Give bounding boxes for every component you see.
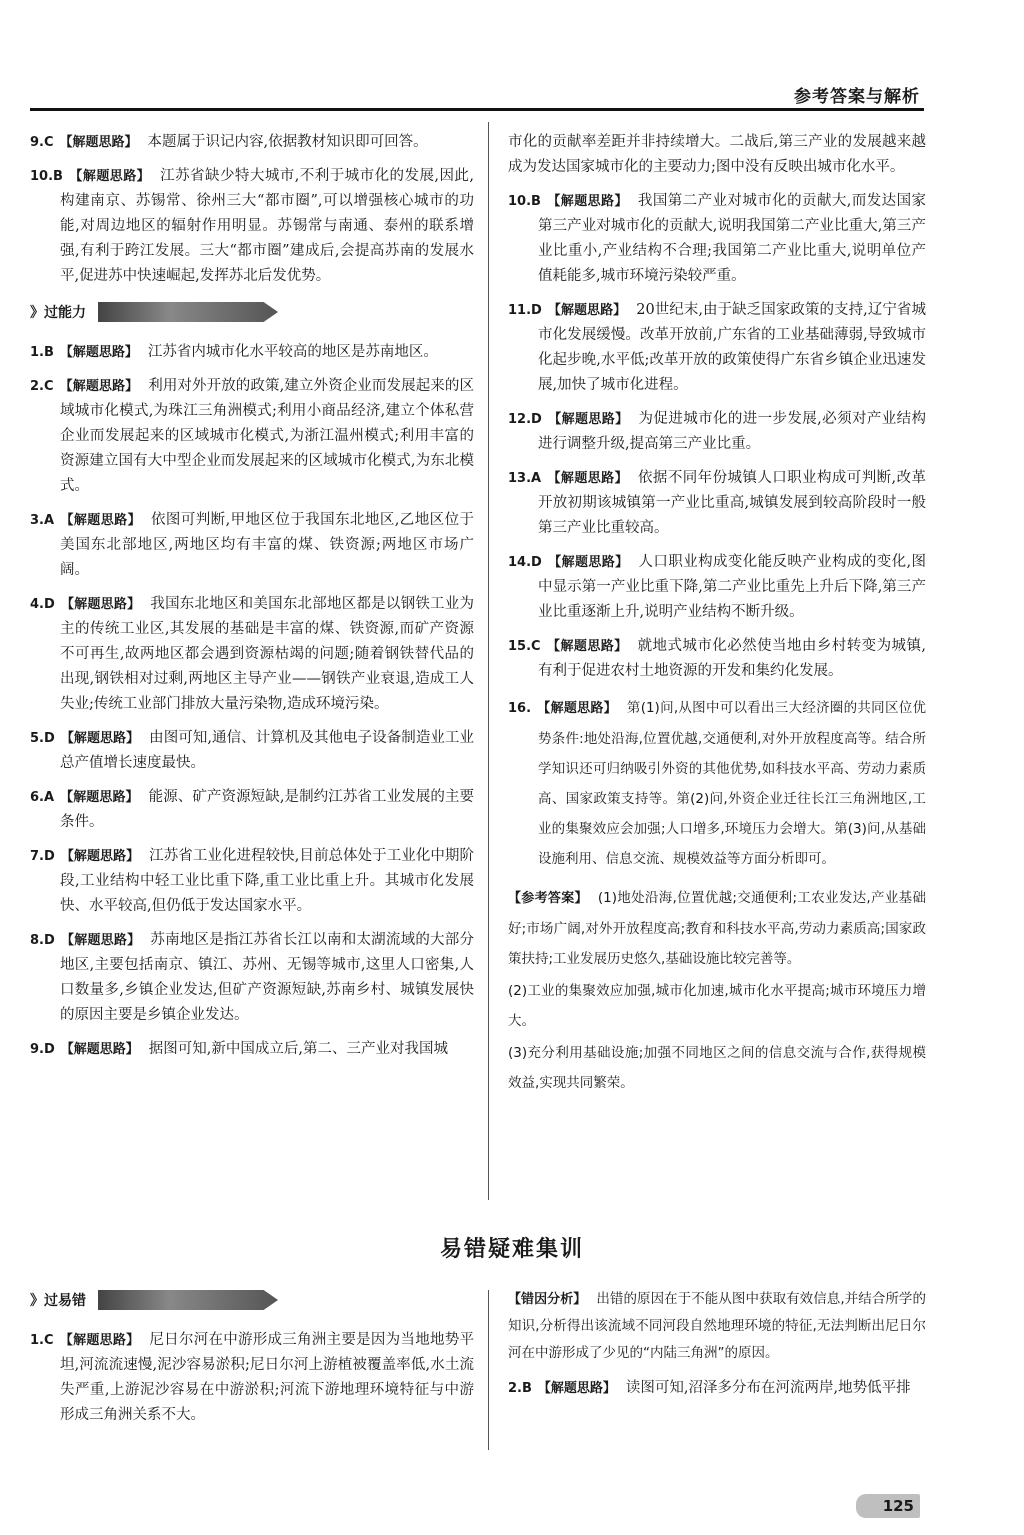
answer-item: 3.A 【解题思路】 依图可判断,甲地区位于我国东北地区,乙地区位于美国东北部地区,两地区均有丰富的煤、铁资源;两地区市场广阔。 [30, 512, 474, 578]
question-16: 16. 【解题思路】 第(1)问,从图中可以看出三大经济圈的共同区位优势条件:地处沿海,位置优越,交通便利,对外开放程度高等。结合所学知识还可归纳吸引外资的其他优势,如科技水平高、劳动力素质高、国家政策支持等。第(2)问,外资企业迁往长江三角洲地区,工业的集聚效应会加强;人口增多,环境压力会增大。第(3)问,从基础设施利用、信息交流、规模效益等方面分析即可。 [508, 700, 926, 867]
answer-item: 6.A 【解题思路】 能源、矿产资源短缺,是制约江苏省工业发展的主要条件。 [30, 789, 474, 830]
answer-item: 5.D 【解题思路】 由图可知,通信、计算机及其他电子设备制造业工业总产值增长速度最快。 [30, 730, 474, 771]
page-header [30, 82, 924, 111]
left-column [30, 130, 474, 1071]
item-tag: 【解题思路】 [68, 169, 151, 184]
right-column [508, 130, 926, 1107]
header-title: 参考答案与解析 [794, 87, 920, 107]
column-divider [488, 122, 489, 1200]
answer-item: 7.D 【解题思路】 江苏省工业化进程较快,目前总体处于工业化中期阶段,工业结构中轻工业比重下降,重工业比重上升。其城市化发展快、水平较高,但仍低于发达国家水平。 [30, 848, 474, 914]
banner-label: 》过能力 [30, 305, 86, 321]
answer-item: 4.D 【解题思路】 我国东北地区和美国东北部地区都是以钢铁工业为主的传统工业区,其发展的基础是丰富的煤、铁资源,而矿产资源不可再生,故两地区都会遇到资源枯竭的问题;随着钢铁替代品的出现,钢铁相对过剩,两地区主导产业——钢铁产业衰退,造成工人失业;传统工业部门排放大量污染物,造成环境污染。 [30, 596, 474, 712]
section-banner-ability [30, 298, 474, 326]
reference-answer-3: (3)充分利用基础设施;加强不同地区之间的信息交流与合作,获得规模效益,实现共同繁荣。 [508, 1045, 926, 1091]
answer-item: 12.D 【解题思路】 为促进城市化的进一步发展,必须对产业结构进行调整升级,提高第三产业比重。 [508, 411, 926, 452]
answer-item: 8.D 【解题思路】 苏南地区是指江苏省长江以南和太湖流域的大部分地区,主要包括南京、镇江、苏州、无锡等城市,这里人口密集,人口数量多,乡镇企业发达,但矿产资源短缺,苏南乡村、城镇发展快的原因主要是乡镇企业发达。 [30, 932, 474, 1023]
answer-item: 11.D 【解题思路】 20世纪末,由于缺乏国家政策的支持,辽宁省城市化发展缓慢。改革开放前,广东省的工业基础薄弱,导致城市化起步晚,水平低;改革开放的政策使得广东省乡镇企业迅速发展,加快了城市化进程。 [508, 302, 926, 393]
answer-item [30, 164, 474, 289]
answer-item: 13.A 【解题思路】 依据不同年份城镇人口职业构成可判断,改革开放初期该城镇第一产业比重高,城镇发展到较高阶段时一般第三产业比重较高。 [508, 470, 926, 536]
answer-item: 2.C 【解题思路】 利用对外开放的政策,建立外资企业而发展起来的区域城市化模式,为珠江三角洲模式;利用小商品经济,建立个体私营企业而发展起来的区域城市化模式,为浙江温州模式;利用丰富的资源建立国有大中型企业而发展起来的区域城市化模式,为东北模式。 [30, 378, 474, 494]
answer-item: 1.B 【解题思路】 江苏省内城市化水平较高的地区是苏南地区。 [30, 344, 438, 360]
item-text: 江苏省缺少特大城市,不利于城市化的发展,因此,构建南京、苏锡常、徐州三大“都市圈”,可以增强核心城市的功能,对周边地区的辐射作用明显。苏锡常与南通、泰州的联系增强,有利于跨江发展。三大“都市圈”建成后,会提高苏南的发展水平,促进苏中快速崛起,发挥苏北后发优势。 [60, 168, 474, 284]
banner-arrow [98, 302, 278, 322]
item-tag: 【解题思路】 [59, 135, 138, 150]
section-banner-errors [30, 1286, 474, 1314]
answer-item: 14.D 【解题思路】 人口职业构成变化能反映产业构成的变化,图中显示第一产业比重下降,第二产业比重先上升后下降,第三产业比重逐渐上升,说明产业结构不断升级。 [508, 554, 926, 620]
page-number: 125 [856, 1494, 920, 1518]
continued-text: 市化的贡献率差距并非持续增大。二战后,第三产业的发展越来越成为发达国家城市化的主要动力;图中没有反映出城市化水平。 [508, 134, 926, 175]
answer-item: 2.B 【解题思路】 读图可知,沼泽多分布在河流两岸,地势低平排 [508, 1380, 911, 1396]
section-title: 易错疑难集训 [439, 1237, 584, 1262]
banner-arrow [98, 1290, 278, 1310]
bottom-right-column [508, 1286, 926, 1410]
answer-item: 10.B 【解题思路】 我国第二产业对城市化的贡献大,而发达国家第三产业对城市化的贡献大,说明我国第二产业比重大,第三产业比重小,产业结构不合理;我国第二产业比重大,说明单位产值耗能多,城市环境污染较严重。 [508, 193, 926, 284]
answer-item: 15.C 【解题思路】 就地式城市化必然使当地由乡村转变为城镇,有利于促进农村土地资源的开发和集约化发展。 [508, 638, 926, 679]
reference-answer-1: 【参考答案】 (1)地处沿海,位置优越;交通便利;工农业发达,产业基础好;市场广阔,对外开放程度高;教育和科技水平高,劳动力素质高;国家政策扶持;工业发展历史悠久,基础设施比较完善等。 [508, 890, 926, 967]
item-number: 9.C [30, 135, 54, 150]
banner-label: 》过易错 [30, 1293, 86, 1309]
reference-answer-2: (2)工业的集聚效应加强,城市化加速,城市化水平提高;城市环境压力增大。 [508, 983, 926, 1029]
answer-item: 1.C 【解题思路】 尼日尔河在中游形成三角洲主要是因为当地地势平坦,河流流速慢,泥沙容易淤积;尼日尔河上游植被覆盖率低,水土流失严重,上游泥沙容易在中游淤积;河流下游地理环境特征与中游形成三角洲关系不大。 [30, 1332, 474, 1423]
item-number: 10.B [30, 169, 63, 184]
error-analysis: 【错因分析】 出错的原因在于不能从图中获取有效信息,并结合所学的知识,分析得出该流域不同河段自然地理环境的特征,无法判断出尼日尔河在中游形成了少见的“内陆三角洲”的原因。 [508, 1291, 926, 1361]
item-text: 本题属于识记内容,依据教材知识即可回答。 [147, 134, 428, 150]
bottom-left-column [30, 1286, 474, 1437]
answer-item: 9.D 【解题思路】 据图可知,新中国成立后,第二、三产业对我国城 [30, 1041, 449, 1057]
answer-item [30, 130, 474, 155]
column-divider-bottom [488, 1290, 489, 1450]
